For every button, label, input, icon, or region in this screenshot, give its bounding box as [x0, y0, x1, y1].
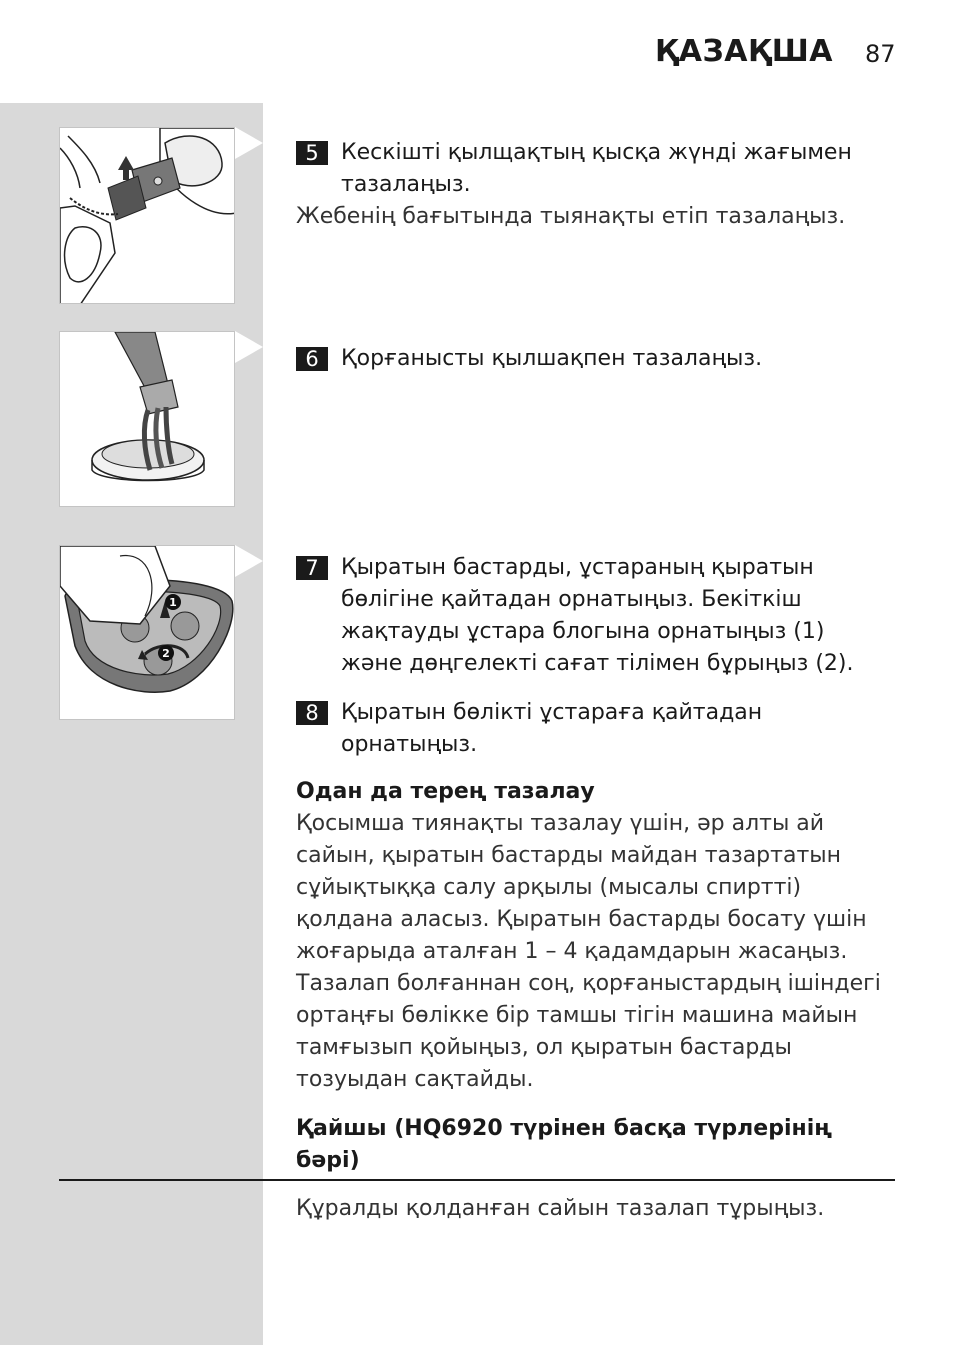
step-7	[296, 552, 886, 680]
step-8-number: 8	[296, 701, 328, 725]
trimmer-text: Құралды қолданған сайын тазалап тұрыңыз.	[296, 1196, 825, 1221]
step-8	[296, 697, 886, 761]
illustration-pointer	[235, 545, 263, 577]
illustration-pointer	[235, 127, 263, 159]
section-divider	[59, 1179, 895, 1181]
callout-2: 2	[162, 647, 170, 660]
step-8-text: Қыратын бөлікті ұстараға қайтадан орнатыңыз.	[341, 700, 763, 757]
page-number: 87	[865, 40, 896, 68]
deep-clean-heading: Одан да терең тазалау	[296, 779, 595, 804]
step-5	[296, 137, 886, 201]
cutter-brushing-illustration	[59, 127, 235, 304]
trimmer-heading: Қайшы (HQ6920 түрінен басқа түрлерінің бәрі)	[296, 1116, 833, 1173]
step-6-text: Қорғанысты қылшақпен тазалаңыз.	[341, 346, 763, 371]
callout-1: 1	[169, 596, 177, 609]
step-7-number: 7	[296, 556, 328, 580]
step-6	[296, 343, 886, 375]
reassembly-illustration	[59, 545, 235, 720]
illustration-pointer	[235, 331, 263, 363]
deep-clean-text: Қосымша тиянақты тазалау үшін, әр алты ай сайын, қыратын бастарды майдан тазартатын сұйықтыққа салу арқылы (мысалы спиртті) қолдана аласыз. Қыратын бастарды босату үшін жоғарыда аталған 1 – 4 қадамдарын жасаңыз. Тазалап болғаннан соң, қорғаныстардың ішіндегі ортаңғы бөлікке бір тамшы тігін машина майын тамғызып қойыңыз, ол қыратын бастарды тозуыдан сақтайды.	[296, 811, 881, 1092]
step-6-number: 6	[296, 347, 328, 371]
step-5-number: 5	[296, 141, 328, 165]
step-5-text: Кескішті қылщақтың қысқа жүнді жағымен тазалаңыз.	[341, 140, 852, 197]
guard-brushing-illustration	[59, 331, 235, 507]
step-7-text: Қыратын бастарды, ұстараның қыратын бөлігіне қайтадан орнатыңыз. Бекіткіш жақтауды ұстара блогына орнатыңыз (1) және дөңгелекті сағат тілімен бұрыңыз (2).	[341, 555, 854, 676]
step-5-note: Жебенің бағытында тыянақты етіп тазалаңыз.	[296, 204, 846, 229]
page-title: ҚАЗАҚША	[655, 34, 834, 69]
